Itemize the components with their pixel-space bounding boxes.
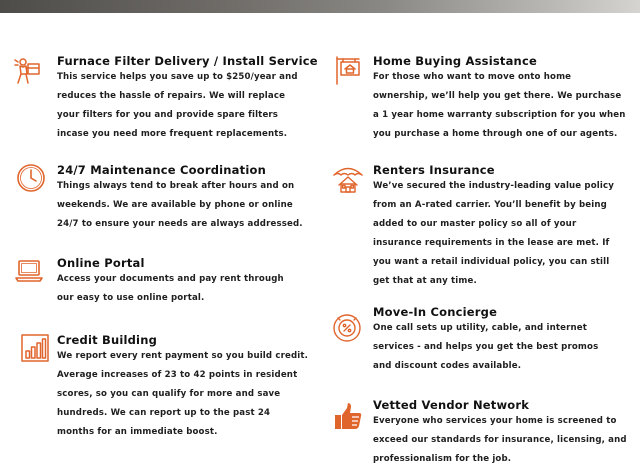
feature-title: 24/7 Maintenance Coordination: [57, 163, 266, 177]
clock-icon: [15, 162, 47, 194]
feature-description: [57, 270, 284, 308]
feature-title: Home Buying Assistance: [373, 54, 537, 68]
description-line: get that at any time.: [373, 276, 477, 286]
percent-badge-icon: [331, 312, 363, 344]
description-line: you purchase a home through one of our agents.: [373, 129, 618, 139]
description-line: We’ve secured the industry-leading value policy: [373, 181, 614, 191]
description-line: Access your documents and pay rent through: [57, 274, 284, 284]
description-line: 24/7 to ensure your needs are always addressed.: [57, 219, 303, 229]
feature-title: Furnace Filter Delivery / Install Service: [57, 54, 318, 68]
description-line: insurance requirements in the lease are met. If: [373, 238, 610, 248]
delivery-person-icon: [12, 56, 44, 88]
description-line: months for an immediate boost.: [57, 427, 218, 437]
description-line: We report every rent payment so you build credit.: [57, 351, 309, 361]
laptop-icon: [13, 254, 45, 286]
description-line: a 1 year home warranty subscription for you when: [373, 110, 626, 120]
header-image-strip: [0, 0, 640, 13]
description-line: you want a retail individual policy, you can still: [373, 257, 610, 267]
description-line: This service helps you save up to $250/year and: [57, 72, 298, 82]
description-line: Things always tend to break after hours and on: [57, 181, 295, 191]
feature-description: [57, 68, 298, 144]
description-line: For those who want to move onto home: [373, 72, 572, 82]
description-line: One call sets up utility, cable, and internet: [373, 323, 587, 333]
description-line: scores, so you can qualify for more and save: [57, 389, 281, 399]
description-line: and discount codes available.: [373, 361, 522, 371]
description-line: Everyone who services your home is screened to: [373, 416, 617, 426]
feature-title: Vetted Vendor Network: [373, 398, 530, 412]
description-line: your filters for you and provide spare filters: [57, 110, 279, 120]
description-line: Average increases of 23 to 42 points in resident: [57, 370, 298, 380]
description-line: hundreds. We can report up to the past 24: [57, 408, 271, 418]
description-line: incase you need more frequent replacements.: [57, 129, 288, 139]
description-line: professionalism for the job.: [373, 454, 512, 464]
description-line: reduces the hassle of repairs. We will replace: [57, 91, 286, 101]
description-line: from an A-rated carrier. You’ll benefit by being: [373, 200, 607, 210]
description-line: ownership, we’ll help you get there. We purchase: [373, 91, 622, 101]
description-line: our easy to use online portal.: [57, 293, 205, 303]
description-line: exceed our standards for insurance, licensing, and: [373, 435, 627, 445]
feature-title: Credit Building: [57, 333, 158, 347]
house-sign-icon: [333, 54, 365, 86]
feature-description: [373, 68, 626, 144]
feature-description: [373, 412, 627, 469]
feature-description: [57, 177, 303, 234]
house-umbrella-icon: [332, 163, 364, 195]
feature-title: Renters Insurance: [373, 163, 495, 177]
thumbs-up-icon: [332, 400, 364, 432]
description-line: services - and helps you get the best promos: [373, 342, 599, 352]
bar-chart-icon: [19, 332, 51, 364]
feature-title: Online Portal: [57, 256, 145, 270]
description-line: weekends. We are available by phone or online: [57, 200, 293, 210]
feature-description: [57, 347, 308, 442]
feature-description: [373, 319, 598, 376]
feature-title: Move-In Concierge: [373, 305, 498, 319]
description-line: added to our master policy so all of your: [373, 219, 577, 229]
feature-description: [373, 177, 614, 291]
